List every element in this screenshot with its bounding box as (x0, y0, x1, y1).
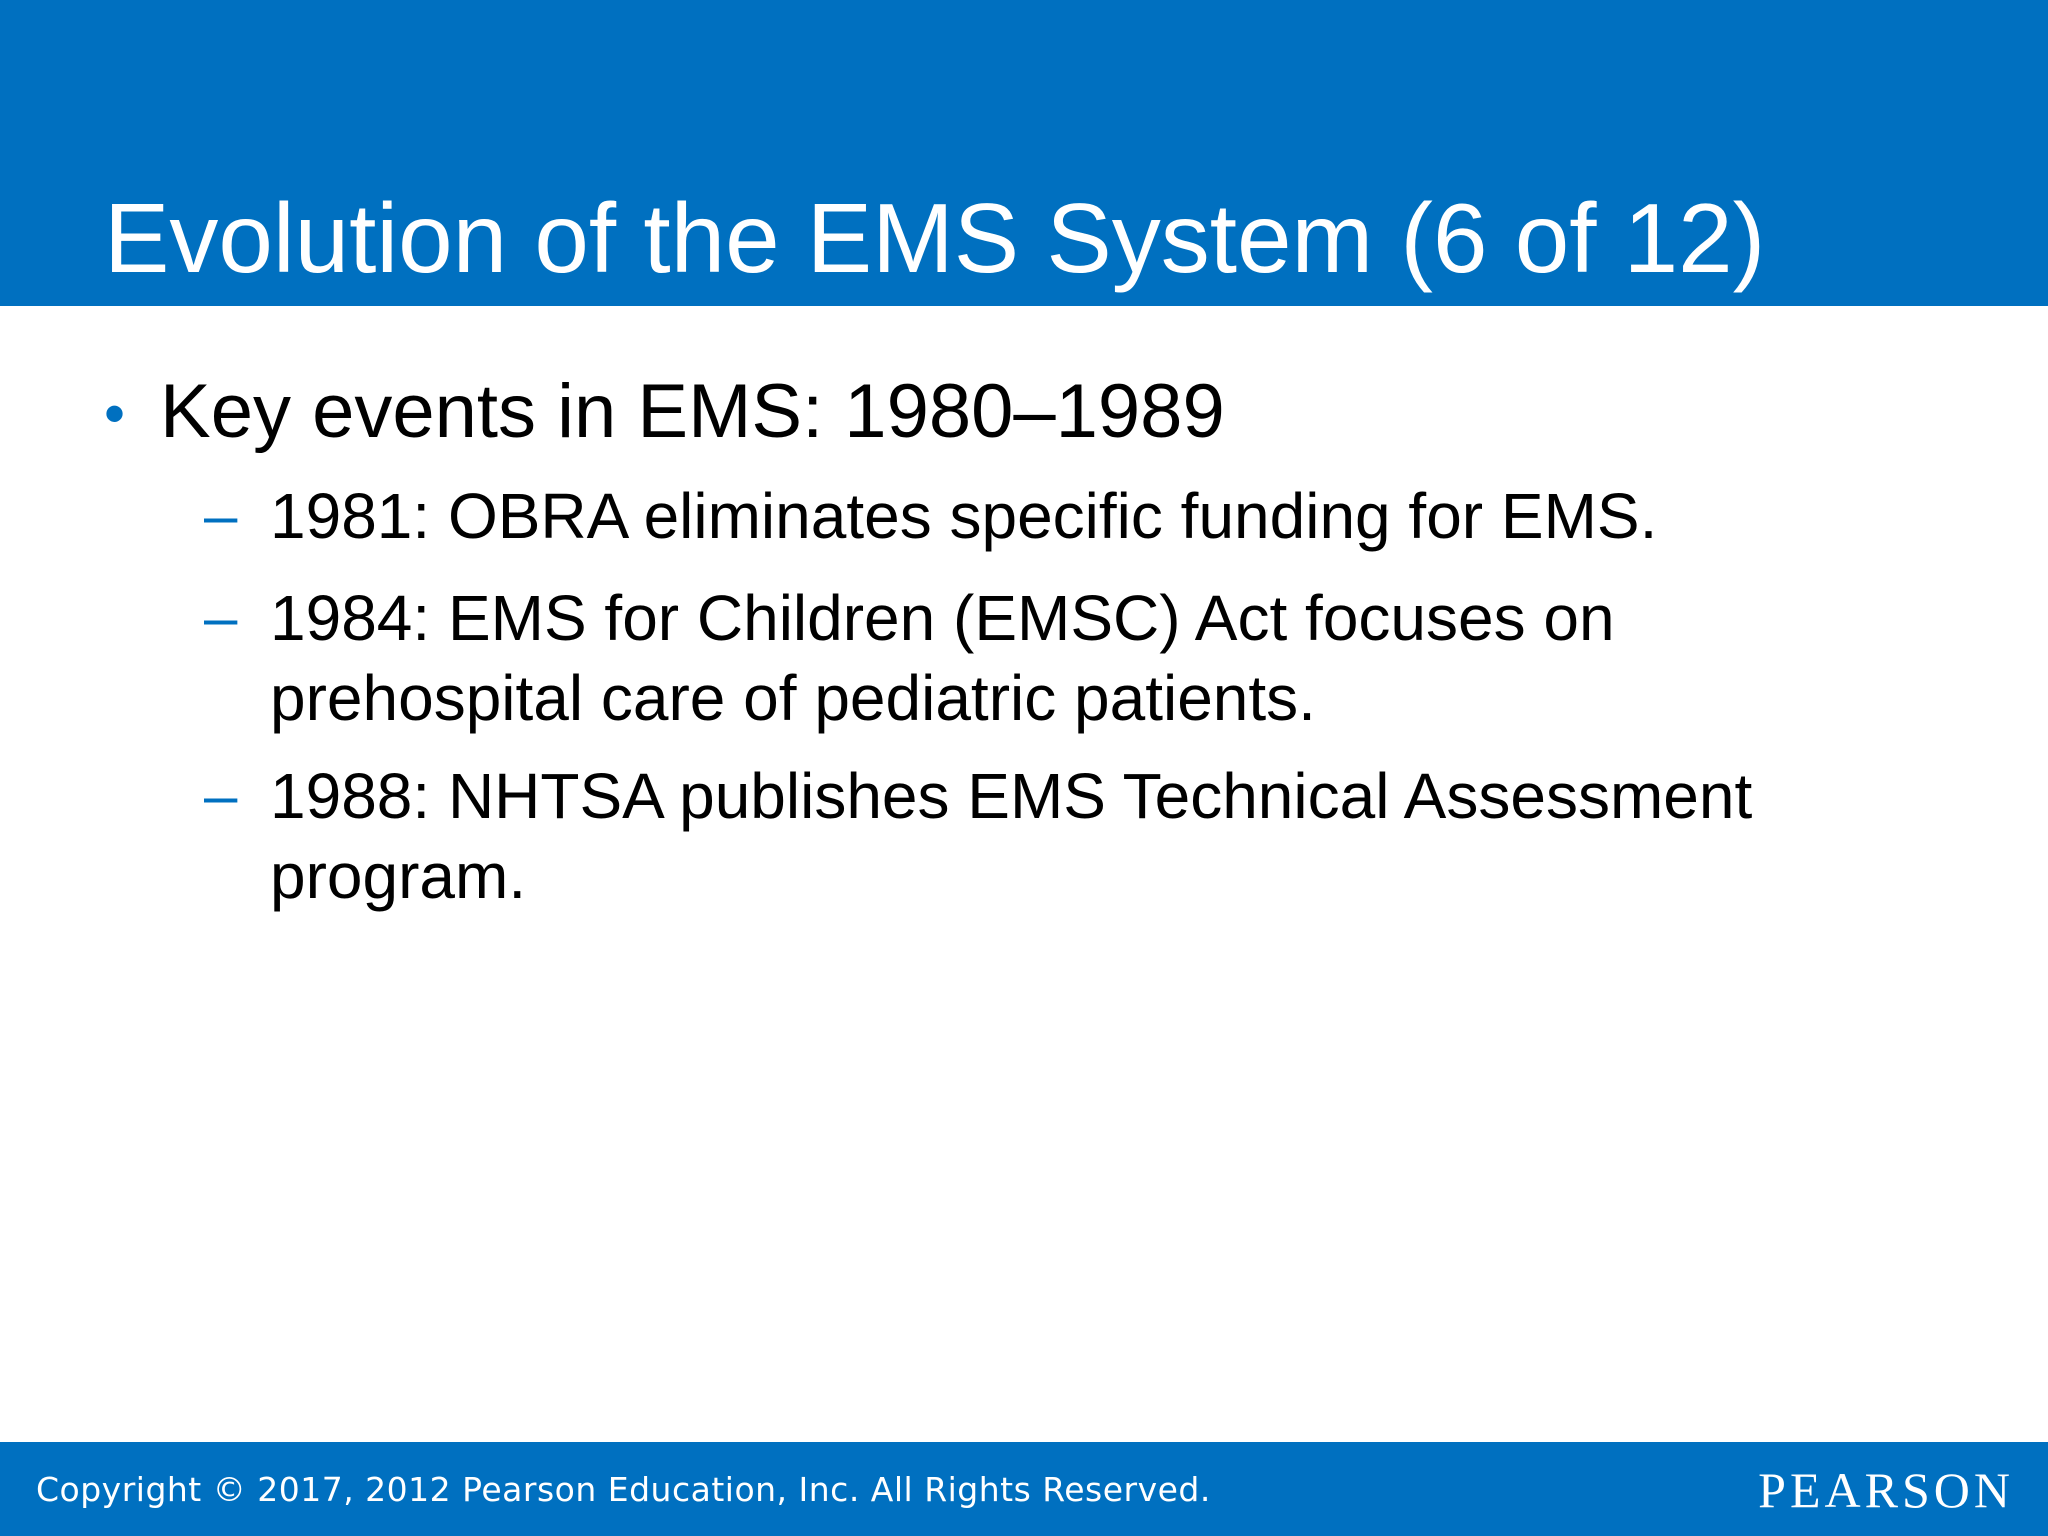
sub-bullet-marker: – (204, 584, 238, 651)
sub-bullet-text: 1984: EMS for Children (EMSC) Act focuses on prehospital care of pediatric patients. (270, 582, 1615, 734)
footer-bar (0, 1442, 2048, 1536)
sub-bullet-text: 1981: OBRA eliminates specific funding for EMS. (270, 480, 1658, 552)
sub-bullet-text: 1988: NHTSA publishes EMS Technical Assessment program. (270, 760, 1753, 912)
bullet-marker: • (104, 380, 126, 447)
sub-bullet-marker: – (204, 762, 238, 829)
slide-title: Evolution of the EMS System (6 of 12) (104, 183, 1766, 293)
pearson-logo: PEARSON (1758, 1462, 2014, 1518)
bullet-text: Key events in EMS: 1980–1989 (160, 369, 1225, 454)
copyright-notice: Copyright © 2017, 2012 Pearson Education, Inc. All Rights Reserved. (36, 1470, 1211, 1509)
sub-bullet-marker: – (204, 482, 238, 549)
